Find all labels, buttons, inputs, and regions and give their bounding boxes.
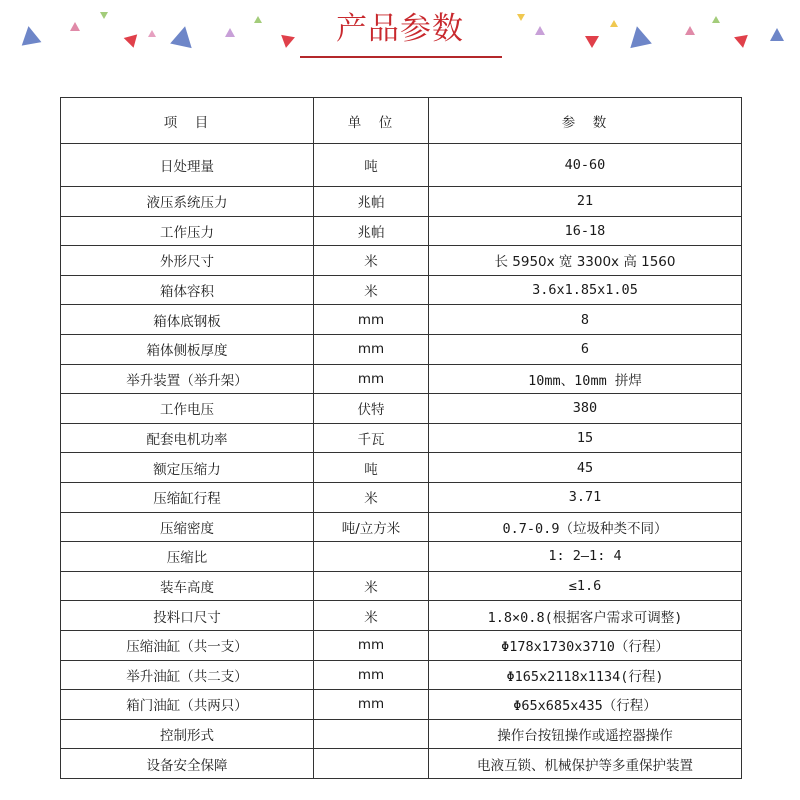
cell-item: 控制形式 (61, 719, 314, 749)
column-header-item: 项 目 (61, 98, 314, 144)
table-row (61, 246, 742, 276)
cell-item: 设备安全保障 (61, 749, 314, 779)
triangle-decoration-blue (170, 24, 196, 48)
cell-unit: 米 (314, 571, 429, 601)
cell-unit: mm (314, 305, 429, 335)
cell-unit: 吨 (314, 453, 429, 483)
triangle-decoration-red (124, 34, 141, 49)
cell-item: 压缩密度 (61, 512, 314, 542)
triangle-decoration-blue (19, 24, 42, 45)
cell-value: 1: 2—1: 4 (429, 542, 742, 572)
triangle-decoration-green (712, 16, 720, 23)
triangle-decoration-purple (225, 28, 235, 37)
cell-item: 工作电压 (61, 394, 314, 424)
cell-value: 3.71 (429, 482, 742, 512)
table-row (61, 660, 742, 690)
cell-unit (314, 719, 429, 749)
triangle-decoration-red (585, 36, 599, 48)
cell-unit: 伏特 (314, 394, 429, 424)
table-row (61, 305, 742, 335)
cell-unit: 吨/立方米 (314, 512, 429, 542)
cell-value: 380 (429, 394, 742, 424)
cell-item: 外形尺寸 (61, 246, 314, 276)
table-row (61, 275, 742, 305)
triangle-decoration-blue (626, 24, 652, 48)
cell-unit: mm (314, 660, 429, 690)
cell-unit: 米 (314, 601, 429, 631)
table-header-row (61, 98, 742, 144)
table-row (61, 719, 742, 749)
column-header-value: 参 数 (429, 98, 742, 144)
cell-value: 长 5950x 宽 3300x 高 1560 (429, 246, 742, 276)
cell-item: 压缩油缸（共一支） (61, 630, 314, 660)
cell-value: 0.7-0.9（垃圾种类不同） (429, 512, 742, 542)
triangle-decoration-yellow (517, 14, 525, 21)
cell-value: Φ178x1730x3710（行程） (429, 630, 742, 660)
table-row (61, 453, 742, 483)
title-underline (300, 56, 502, 58)
triangle-decoration-green (254, 16, 262, 23)
cell-value: 操作台按钮操作或遥控器操作 (429, 719, 742, 749)
triangle-decoration-blue (770, 28, 784, 41)
table-row (61, 542, 742, 572)
cell-value: 6 (429, 334, 742, 364)
cell-item: 日处理量 (61, 144, 314, 187)
cell-value: ≤1.6 (429, 571, 742, 601)
cell-value: 1.8×0.8(根据客户需求可调整) (429, 601, 742, 631)
cell-value: 45 (429, 453, 742, 483)
table-row (61, 394, 742, 424)
table-row (61, 601, 742, 631)
table-row (61, 571, 742, 601)
triangle-decoration-red (279, 35, 295, 49)
cell-item: 箱体底钢板 (61, 305, 314, 335)
cell-unit (314, 542, 429, 572)
cell-value: 8 (429, 305, 742, 335)
triangle-decoration-yellow (610, 20, 618, 27)
header-banner (0, 0, 800, 70)
cell-item: 箱门油缸（共两只） (61, 690, 314, 720)
table-row (61, 364, 742, 394)
cell-unit (314, 749, 429, 779)
cell-unit: mm (314, 334, 429, 364)
cell-unit: 兆帕 (314, 187, 429, 217)
table-row (61, 512, 742, 542)
table-row (61, 690, 742, 720)
cell-value: 16-18 (429, 216, 742, 246)
cell-unit: 吨 (314, 144, 429, 187)
cell-value: 15 (429, 423, 742, 453)
cell-item: 配套电机功率 (61, 423, 314, 453)
table-row (61, 482, 742, 512)
cell-unit: 米 (314, 246, 429, 276)
cell-item: 装车高度 (61, 571, 314, 601)
cell-item: 工作压力 (61, 216, 314, 246)
cell-unit: 千瓦 (314, 423, 429, 453)
triangle-decoration-red (734, 35, 750, 49)
table-row (61, 144, 742, 187)
cell-item: 箱体侧板厚度 (61, 334, 314, 364)
cell-unit: mm (314, 364, 429, 394)
cell-unit: 米 (314, 482, 429, 512)
triangle-decoration-pink (685, 26, 695, 35)
cell-value: 40-60 (429, 144, 742, 187)
column-header-unit: 单 位 (314, 98, 429, 144)
cell-item: 压缩比 (61, 542, 314, 572)
cell-value: 3.6x1.85x1.05 (429, 275, 742, 305)
cell-item: 投料口尺寸 (61, 601, 314, 631)
cell-item: 压缩缸行程 (61, 482, 314, 512)
triangle-decoration-green (100, 12, 108, 19)
page-title: 产品参数 (336, 11, 464, 47)
cell-value: Φ65x685x435（行程） (429, 690, 742, 720)
triangle-decoration-pink (148, 30, 156, 37)
cell-value: Φ165x2118x1134(行程) (429, 660, 742, 690)
cell-unit: mm (314, 630, 429, 660)
cell-item: 额定压缩力 (61, 453, 314, 483)
triangle-decoration-purple (535, 26, 545, 35)
cell-item: 举升油缸（共二支） (61, 660, 314, 690)
cell-value: 电液互锁、机械保护等多重保护装置 (429, 749, 742, 779)
table-row (61, 749, 742, 779)
table-row (61, 423, 742, 453)
cell-item: 举升装置（举升架） (61, 364, 314, 394)
triangle-decoration-pink (70, 22, 80, 31)
cell-item: 液压系统压力 (61, 187, 314, 217)
cell-unit: 米 (314, 275, 429, 305)
cell-unit: mm (314, 690, 429, 720)
cell-unit: 兆帕 (314, 216, 429, 246)
table-row (61, 216, 742, 246)
table-row (61, 334, 742, 364)
parameter-table (60, 97, 742, 779)
cell-value: 10mm、10mm 拼焊 (429, 364, 742, 394)
cell-value: 21 (429, 187, 742, 217)
table-row (61, 187, 742, 217)
cell-item: 箱体容积 (61, 275, 314, 305)
table-row (61, 630, 742, 660)
